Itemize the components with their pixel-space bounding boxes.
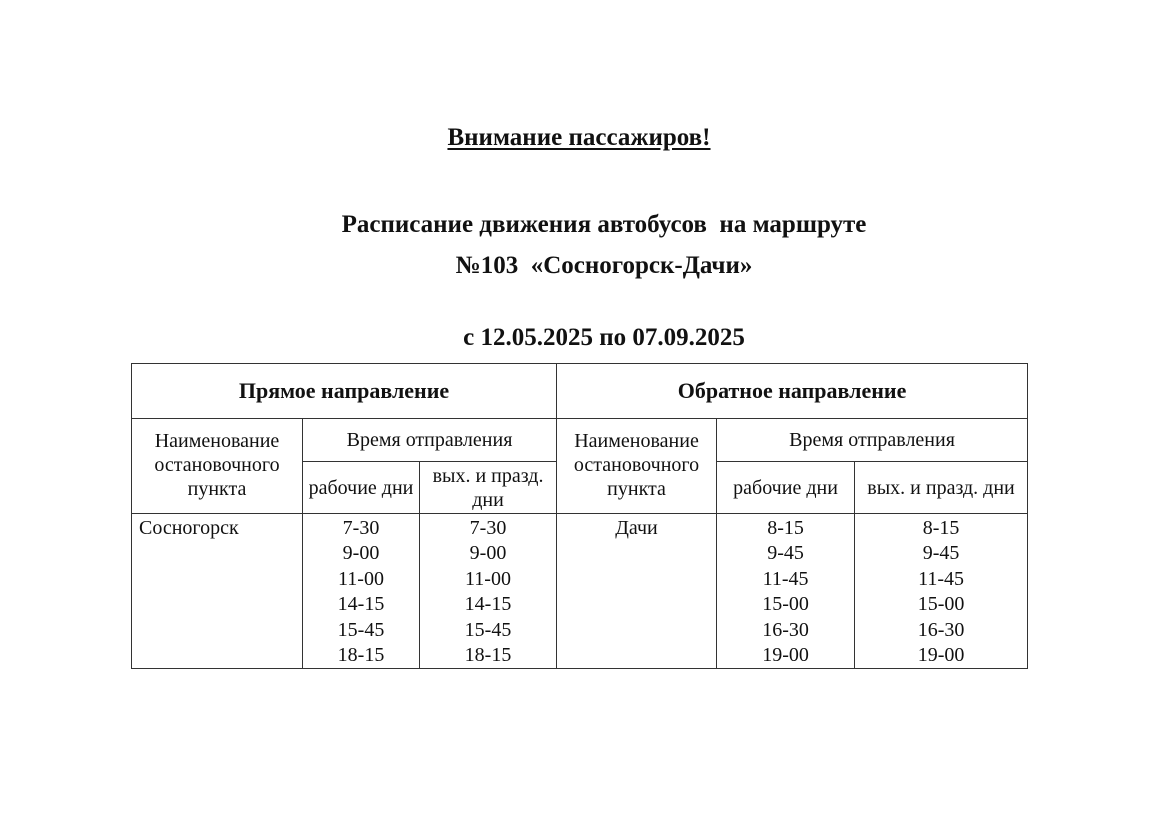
time-entry: 9-45 (922, 542, 960, 565)
time-entry: 11-00 (338, 567, 384, 590)
time-entry: 15-00 (917, 593, 965, 616)
forward-holiday-header: вых. и празд. дни (420, 462, 557, 514)
time-entry: 7-30 (342, 517, 380, 539)
time-entry: 15-45 (464, 618, 512, 641)
time-entry: 19-00 (762, 644, 809, 667)
time-entry: 11-00 (465, 567, 511, 590)
direction-row (132, 364, 1028, 419)
forward-holiday-times (420, 514, 557, 669)
forward-weekday-times (303, 514, 420, 669)
forward-stop-header: Наименование остановочного пункта (132, 419, 303, 514)
time-entry: 19-00 (917, 644, 965, 667)
backward-weekday-header: рабочие дни (717, 462, 855, 514)
schedule-table (131, 363, 1028, 669)
time-entry: 14-15 (337, 593, 385, 616)
notice-heading: Внимание пассажиров! (447, 124, 711, 151)
schedule-title (0, 204, 1158, 286)
time-entry: 8-15 (922, 517, 960, 539)
header-row-1 (132, 419, 1028, 462)
forward-time-header: Время отправления (303, 419, 557, 462)
time-entry: 9-45 (767, 542, 804, 565)
backward-stop-name: Дачи (557, 514, 717, 669)
forward-stop-name: Сосногорск (132, 514, 303, 669)
time-entry: 16-30 (917, 618, 965, 641)
backward-weekday-times (717, 514, 855, 669)
title-line-2: №103 «Сосногорск-Дачи» (455, 252, 753, 279)
backward-stop-header: Наименование остановочного пункта (557, 419, 717, 514)
backward-time-header: Время отправления (717, 419, 1028, 462)
title-line-1: Расписание движения автобусов на маршруте (341, 211, 867, 238)
time-entry: 15-00 (762, 593, 809, 616)
time-entry: 14-15 (464, 593, 512, 616)
time-entry: 11-45 (918, 567, 964, 590)
time-entry: 9-00 (469, 542, 507, 565)
time-entry: 7-30 (469, 517, 507, 539)
times-row (132, 514, 1028, 669)
time-entry: 18-15 (337, 644, 385, 667)
backward-direction-header: Обратное направление (557, 364, 1028, 419)
backward-holiday-times (855, 514, 1028, 669)
schedule-period: с 12.05.2025 по 07.09.2025 (463, 324, 745, 351)
time-entry: 8-15 (767, 517, 804, 539)
time-entry: 11-45 (762, 567, 809, 590)
time-entry: 18-15 (464, 644, 512, 667)
time-entry: 16-30 (762, 618, 809, 641)
forward-weekday-header: рабочие дни (303, 462, 420, 514)
forward-direction-header: Прямое направление (132, 364, 557, 419)
time-entry: 15-45 (337, 618, 385, 641)
backward-holiday-header: вых. и празд. дни (855, 462, 1028, 514)
time-entry: 9-00 (342, 542, 380, 565)
